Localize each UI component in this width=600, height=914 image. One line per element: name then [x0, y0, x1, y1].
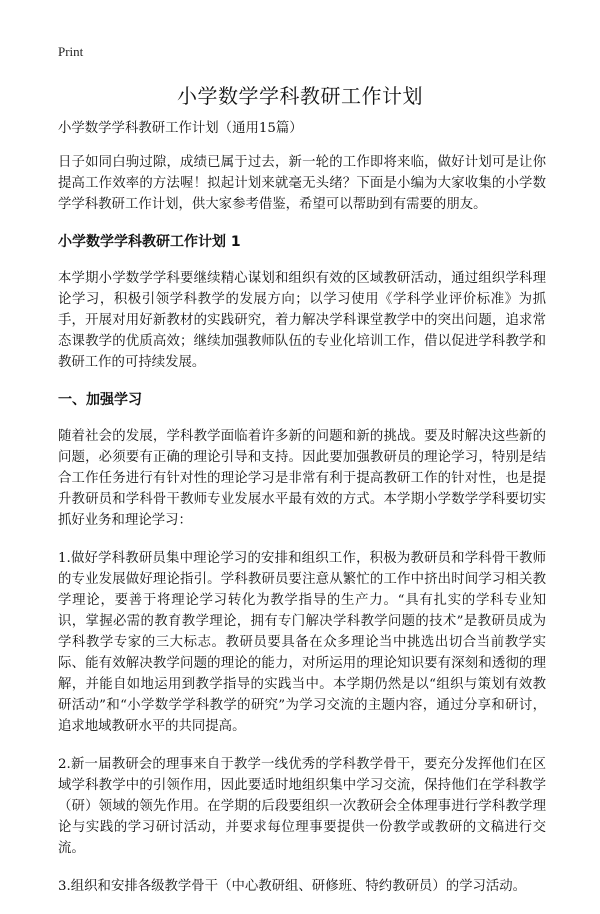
document-body: [58, 118, 546, 914]
list-item: 1.做好学科教研员集中理论学习的安排和组织工作，积极为教研员和学科骨干教师的专业发展做好理论指引。学科教研员要注意从繁忙的工作中挤出时间学习相关教学理论，要善于将理论学习转化为教学指导的生产力。“具有扎实的学科专业知识，掌握必需的教育教学理论，拥有专门解决学科教学问题的技术”是教研员成为学科教学专家的三大标志。教研员要具备在众多理论当中挑选出切合当前教学实际、能有效解决教学问题的理论的能力，对所运用的理论知识要有深刻和透彻的理解，并能自如地运用到教学指导的实践当中。本学期仍然是以“组织与策划有效教研活动”和“小学数学学科教学的研究”为学习交流的主题内容，通过分享和研讨，追求地域教研水平的共同提高。: [58, 551, 546, 734]
document-subtitle: 小学数学学科教研工作计划（通用15篇）: [58, 121, 303, 136]
list-item: 2.新一届教研会的理事来自于教学一线优秀的学科教学骨干，要充分发挥他们在区域学科教学中的引领作用，因此要适时地组织集中学习交流，保持他们在学科教学（研）领域的领先作用。在学期的后段要组织一次教研会全体理事进行学科教学理论与实践的学习研讨活动，并要求每位理事要提供一份教学或教研的文稿进行交流。: [58, 757, 546, 856]
subsection-heading: 一、加强学习: [58, 392, 142, 408]
list-item: 3.组织和安排各级教学骨干（中心教研组、研修班、特约教研员）的学习活动。: [58, 879, 527, 894]
section-paragraph: 本学期小学数学学科要继续精心谋划和组织有效的区域教研活动，通过组织学科理论学习，积极引领学科教学的发展方向；以学习使用《学科学业评价标准》为抓手，开展对用好新教材的实践研究，着力解决学科课堂教学中的突出问题，追求常态课教学的优质高效；继续加强教师队伍的专业化培训工作，借以促进学科教学和教研工作的可持续发展。: [58, 271, 546, 370]
section-heading: 小学数学学科教研工作计划 1: [58, 234, 241, 250]
intro-paragraph: 日子如同白驹过隙，成绩已属于过去，新一轮的工作即将来临，做好计划可是让你提高工作效率的方法喔！拟起计划来就毫无头绪？下面是小编为大家收集的小学数学学科教研工作计划，供大家参考借鉴，希望可以帮助到有需要的朋友。: [58, 155, 546, 212]
print-link[interactable]: Print: [58, 44, 84, 59]
page-title: 小学数学学科教研工作计划: [177, 84, 423, 108]
study-paragraph: 随着社会的发展，学科教学面临着许多新的问题和新的挑战。要及时解决这些新的问题，必须要有正确的理论引导和支持。因此要加强教研员的理论学习，特别是结合工作任务进行有针对性的理论学习是非常有利于提高教研工作的针对性，也是提升教研员和学科骨干教师专业发展水平最有效的方式。本学期小学数学学科要切实抓好业务和理论学习：: [58, 429, 546, 528]
